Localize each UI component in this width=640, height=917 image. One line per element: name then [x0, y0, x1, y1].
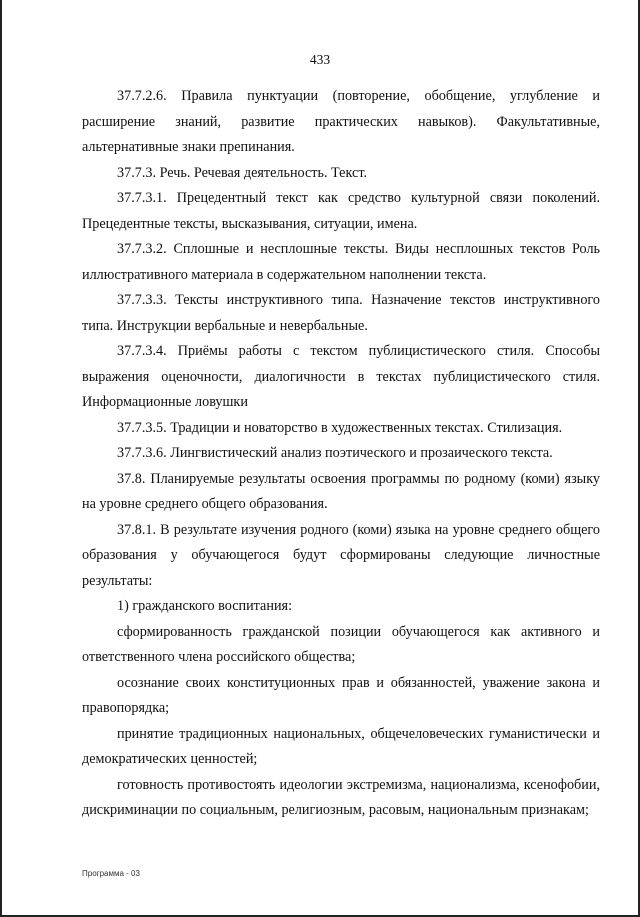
paragraph: 37.7.3.4. Приёмы работы с текстом публицистического стиля. Способы выражения оценочности, диалогичности в текстах публицистического стиля. Информационные ловушки [82, 343, 600, 410]
paragraph: принятие традиционных национальных, общечеловеческих гуманистически и демократических ценностей; [82, 725, 600, 767]
paragraph: 37.8.1. В результате изучения родного (коми) языка на уровне среднего общего образования у обучающегося будут сформированы следующие личностные результаты: [82, 521, 600, 589]
paragraph: осознание своих конституционных прав и обязанностей, уважение закона и правопорядка; [82, 674, 600, 716]
paragraph: 37.7.3.5. Традиции и новаторство в художественных текстах. Стилизация. [117, 419, 563, 436]
paragraph: готовность противостоять идеологии экстремизма, национализма, ксенофобии, дискриминации по социальным, религиозным, расовым, национальным признакам; [82, 776, 600, 818]
paragraph: 37.7.3.1. Прецедентный текст как средство культурной связи поколений. Прецедентные тексты, высказывания, ситуации, имена. [82, 190, 600, 232]
page-number: 433 [309, 52, 331, 67]
paragraph: 1) гражданского воспитания: [117, 598, 293, 614]
paragraph: 37.7.3.3. Тексты инструктивного типа. Назначение текстов инструктивного типа. Инструкции вербальные и невербальные. [82, 292, 600, 334]
document-body [82, 84, 600, 824]
paragraph: 37.7.3.6. Лингвистический анализ поэтического и прозаического текста. [117, 445, 553, 461]
paragraph: 37.8. Планируемые результаты освоения программы по родному (коми) языку на уровне среднего общего образования. [82, 470, 600, 512]
page-footer: Программа - 03 [82, 869, 140, 878]
paragraph: 37.7.3.2. Сплошные и несплошные тексты. Виды несплошных текстов Роль иллюстративного материала в содержательном наполнении текста. [82, 241, 600, 283]
paragraph: сформированность гражданской позиции обучающегося как активного и ответственного члена российского общества; [82, 623, 600, 665]
paragraph: 37.7.2.6. Правила пунктуации (повторение, обобщение, углубление и расширение знаний, развитие практических навыков). Факультативные, альтернативные знаки препинания. [82, 88, 600, 155]
paragraph: 37.7.3. Речь. Речевая деятельность. Текст. [117, 164, 367, 181]
